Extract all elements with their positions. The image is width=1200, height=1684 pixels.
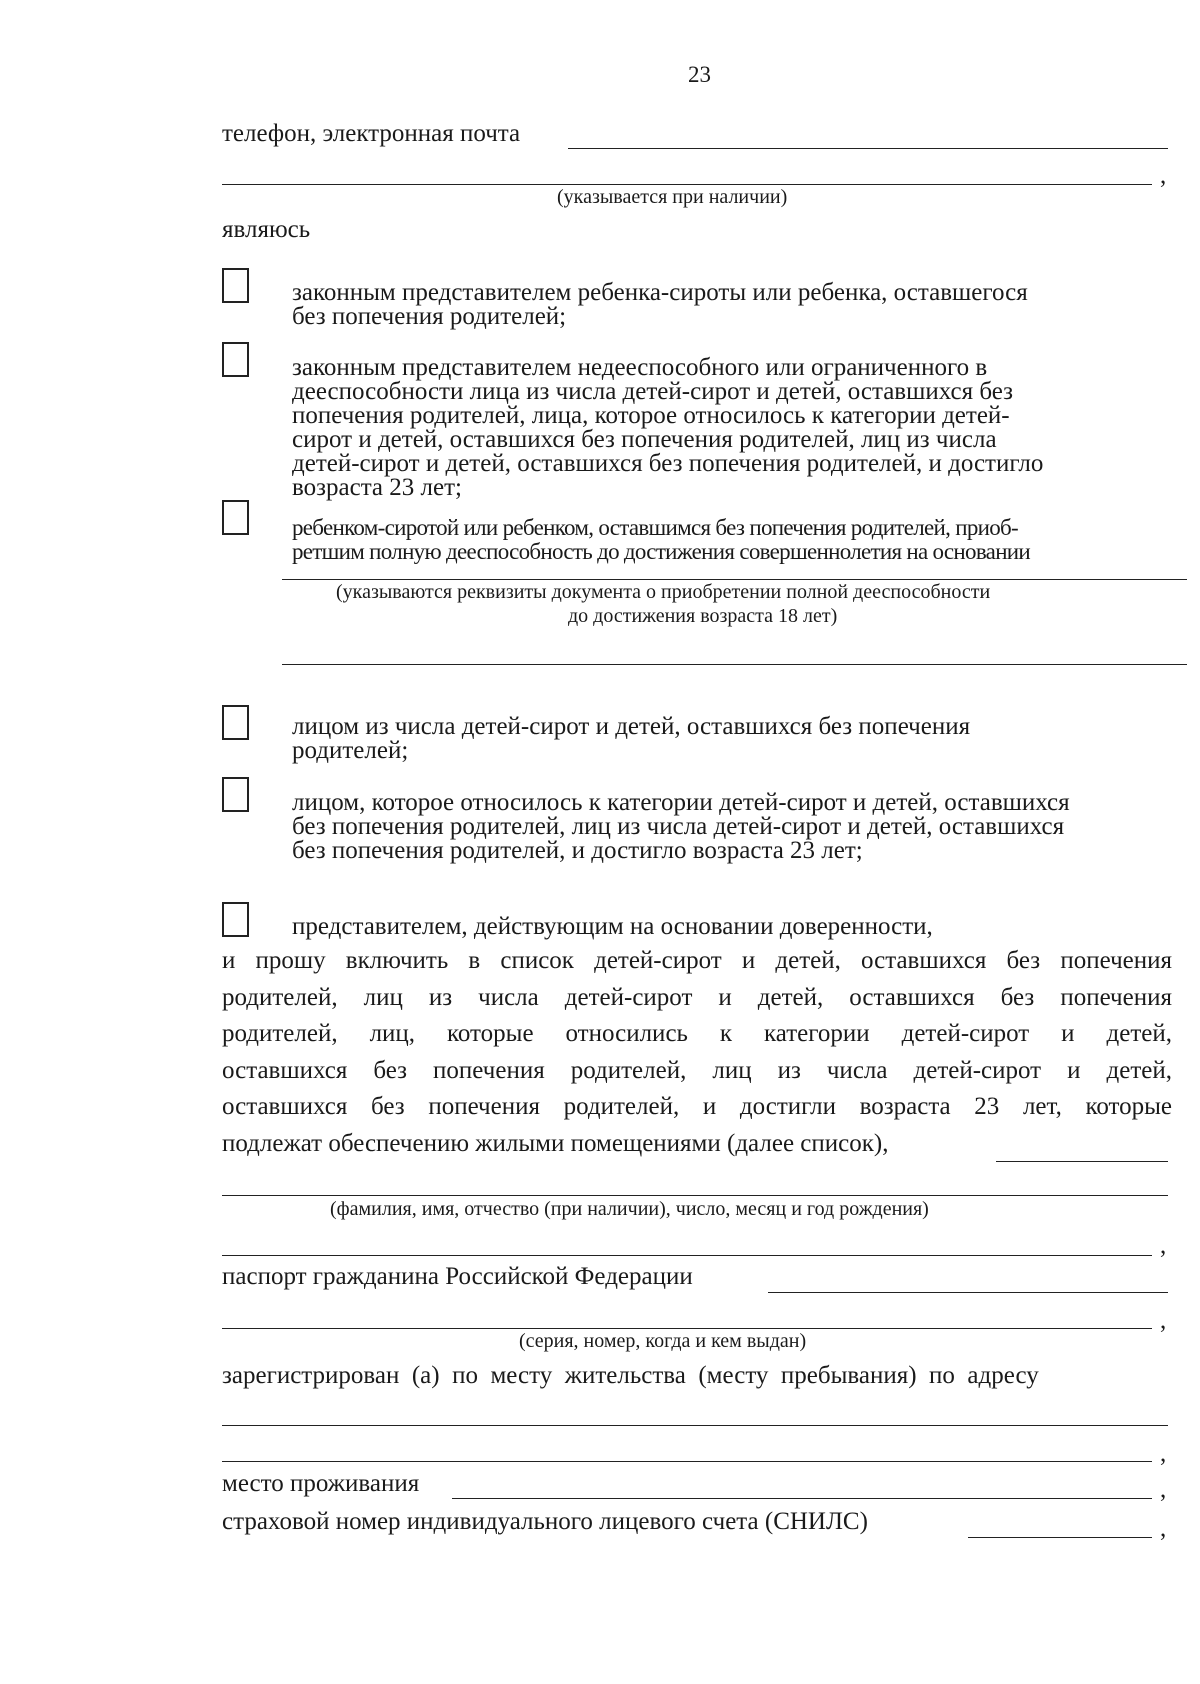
comma: , — [1160, 1440, 1167, 1467]
request-line: родителей, лиц из числа детей-сирот и детей, оставшихся без попечения — [222, 983, 1172, 1011]
checkbox-orphan-person[interactable] — [222, 705, 249, 740]
comma: , — [1160, 162, 1167, 189]
contacts-field-2[interactable] — [222, 184, 1152, 185]
comma: , — [1160, 1476, 1167, 1503]
residence-label: место проживания — [222, 1470, 420, 1497]
capacity-caption-line-2: до достижения возраста 18 лет) — [568, 605, 838, 627]
passport-field[interactable] — [768, 1292, 1168, 1293]
page-number: 23 — [688, 62, 711, 87]
option-text-legal-rep-incapable: законным представителем недееспособного или ограниченного в дееспособности лица из числа детей-сирот и детей, оставшихся без попечения родителей, лица, которое относилось к категории детей- сирот и детей, оставшихся без попечения родителей, лиц из числа детей-сирот и детей, оставшихся без попечения родителей, и достигло возраста 23 лет; — [292, 354, 1044, 501]
checkbox-proxy-representative[interactable] — [222, 902, 249, 937]
applicant-name-field-3[interactable] — [222, 1255, 1152, 1256]
checkbox-orphan-full-capacity[interactable] — [222, 500, 249, 535]
checkbox-former-orphan[interactable] — [222, 777, 249, 812]
name-caption: (фамилия, имя, отчество (при наличии), число, месяц и год рождения) — [330, 1198, 929, 1220]
contacts-label: телефон, электронная почта — [222, 120, 521, 147]
request-line: и прошу включить в список детей-сирот и детей, оставшихся без попечения — [222, 947, 1172, 974]
contacts-field[interactable] — [568, 148, 1168, 149]
registration-address-field-2[interactable] — [222, 1461, 1152, 1462]
option-text-proxy-representative: представителем, действующим на основании доверенности, — [292, 913, 933, 940]
option-text-orphan-person: лицом из числа детей-сирот и детей, оставшихся без попечения родителей; — [292, 713, 971, 764]
checkbox-legal-rep-orphan[interactable] — [222, 268, 249, 303]
snils-label: страховой номер индивидуального лицевого счета (СНИЛС) — [222, 1508, 868, 1535]
capacity-caption-line-1: (указываются реквизиты документа о приобретении полной дееспособности — [336, 581, 991, 603]
request-paragraph — [222, 943, 1172, 1162]
passport-label: паспорт гражданина Российской Федерации — [222, 1263, 693, 1290]
contacts-caption: (указывается при наличии) — [557, 186, 788, 208]
comma: , — [1160, 1515, 1167, 1542]
snils-field[interactable] — [968, 1537, 1152, 1538]
comma: , — [1160, 1307, 1167, 1334]
intro-text: являюсь — [222, 216, 311, 243]
request-line: родителей, лиц, которые относились к категории детей-сирот и детей, — [222, 1020, 1172, 1047]
applicant-name-field[interactable] — [996, 1161, 1168, 1162]
request-line: оставшихся без попечения родителей, лиц из числа детей-сирот и детей, — [222, 1056, 1172, 1084]
option-text-legal-rep-orphan: законным представителем ребенка-сироты или ребенка, оставшегося без попечения родителей; — [292, 279, 1028, 330]
request-line: оставшихся без попечения родителей, и достигли возраста 23 лет, которые — [222, 1093, 1172, 1120]
passport-caption: (серия, номер, когда и кем выдан) — [519, 1330, 807, 1352]
registration-address-field[interactable] — [222, 1425, 1168, 1426]
request-line: подлежат обеспечению жилыми помещениями (далее список), — [222, 1129, 889, 1157]
residence-field[interactable] — [452, 1498, 1152, 1499]
capacity-document-field[interactable] — [282, 579, 1187, 580]
registration-text: зарегистрирован (а) по месту жительства (месту пребывания) по адресу — [222, 1362, 1039, 1389]
applicant-name-field-2[interactable] — [222, 1195, 1168, 1196]
comma: , — [1160, 1232, 1167, 1259]
option-text-former-orphan: лицом, которое относилось к категории детей-сирот и детей, оставшихся без попечения родителей, лиц из числа детей-сирот и детей, оставшихся без попечения родителей, и достигло возраста 23 лет; — [292, 789, 1070, 864]
option-text-orphan-full-capacity: ребенком-сиротой или ребенком, оставшимся без попечения родителей, приоб- ретшим полную дееспособность до достижения совершеннолетия на основании — [292, 515, 1031, 564]
capacity-document-field-2[interactable] — [282, 664, 1187, 665]
checkbox-legal-rep-incapable[interactable] — [222, 342, 249, 377]
passport-field-2[interactable] — [222, 1328, 1152, 1329]
